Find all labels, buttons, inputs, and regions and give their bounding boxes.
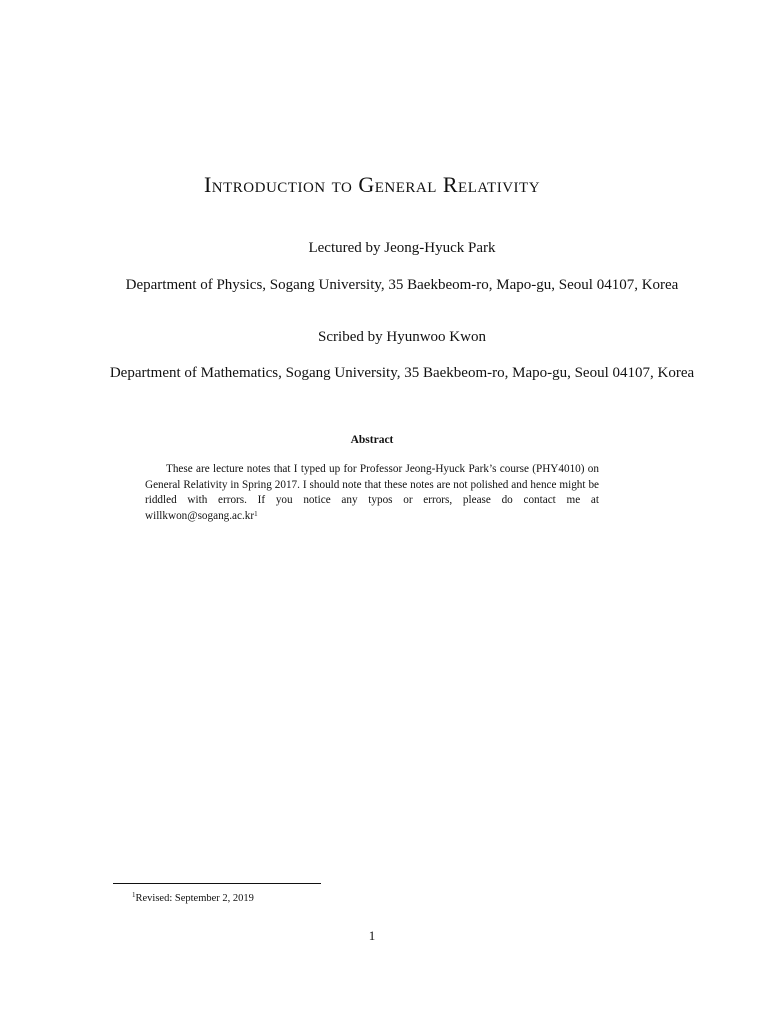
lecturer-line: Lectured by Jeong-Hyuck Park — [308, 240, 496, 256]
paper-title: Introduction to General Relativity — [203, 172, 541, 197]
footnote — [132, 892, 254, 906]
footnote-reference: 1 — [254, 509, 258, 518]
scribe-line: Scribed by Hyunwoo Kwon — [318, 329, 486, 345]
abstract-text: These are lecture notes that I typed up for Professor Jeong-Hyuck Park’s course (PHY4010) on General Relativity in Spring 2017. I should note that these notes are not polished and hence might be riddled with errors. If you notice any typos or errors, please do contact me at willkwon@sogang.ac.kr — [145, 463, 599, 522]
page-number: 1 — [368, 928, 376, 943]
scribe-affiliation: Department of Mathematics, Sogang University, 35 Baekbeom-ro, Mapo-gu, Seoul 04107, Korea — [109, 365, 695, 381]
footnote-rule — [113, 883, 321, 884]
abstract-body — [145, 462, 599, 524]
footnote-text: Revised: September 2, 2019 — [135, 893, 254, 904]
footnote-marker: 1 — [132, 891, 136, 899]
abstract-heading: Abstract — [350, 434, 394, 446]
lecturer-affiliation: Department of Physics, Sogang University, 35 Baekbeom-ro, Mapo-gu, Seoul 04107, Korea — [125, 277, 679, 293]
